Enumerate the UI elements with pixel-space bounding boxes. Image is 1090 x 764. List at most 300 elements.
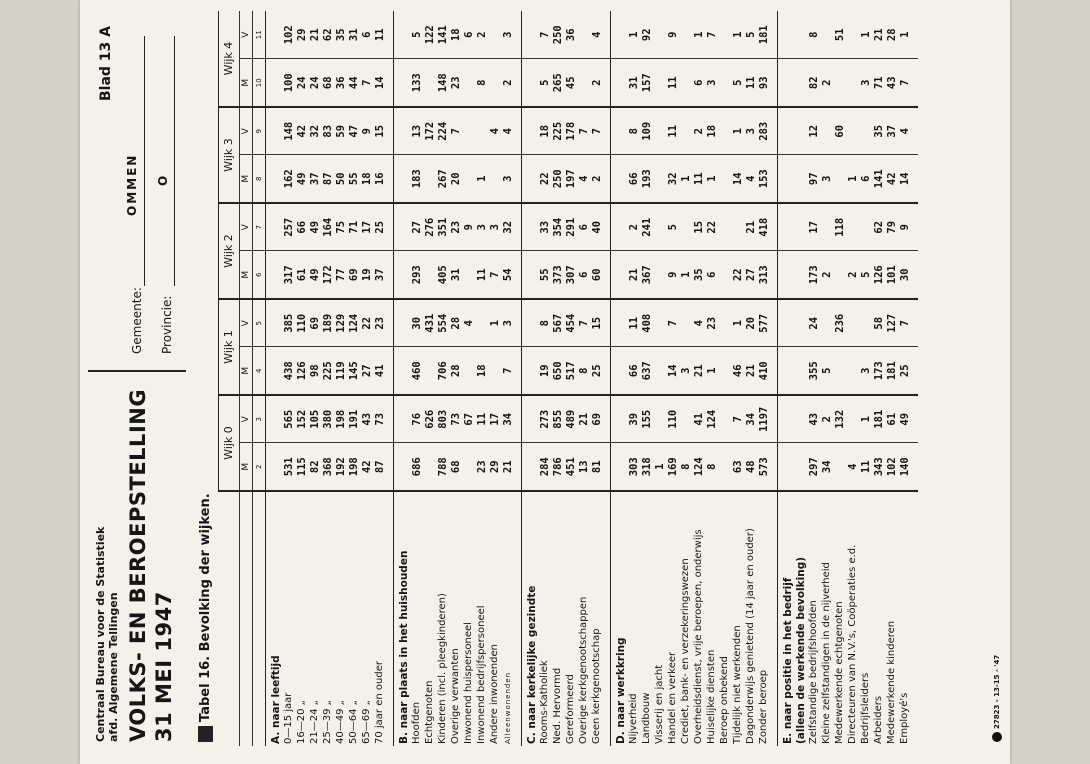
value-cell: 13 bbox=[410, 107, 423, 155]
value-cell: 3 bbox=[501, 155, 514, 203]
value-cell: 40 bbox=[590, 203, 603, 251]
value-cell: 93 bbox=[757, 59, 770, 107]
row-label: Zonder beroep bbox=[757, 669, 769, 744]
empty-cell bbox=[514, 107, 522, 155]
value-cell: 1 bbox=[679, 155, 692, 203]
value-cell: 460 bbox=[410, 347, 423, 395]
value-cell: 19 bbox=[360, 251, 373, 299]
value-cell: 24 bbox=[308, 59, 321, 107]
section-spacer bbox=[514, 11, 522, 746]
header-row-colnum bbox=[253, 11, 266, 746]
table-row bbox=[551, 11, 564, 746]
value-cell: 34 bbox=[744, 395, 757, 443]
empty-cell bbox=[394, 347, 411, 395]
section-title: B. naar plaats in het huishouden bbox=[394, 491, 411, 746]
value-cell: 3 bbox=[820, 155, 833, 203]
value-cell: 686 bbox=[410, 443, 423, 491]
value-cell: 82 bbox=[308, 443, 321, 491]
value-cell: 23 bbox=[705, 299, 718, 347]
value-cell: 15 bbox=[373, 107, 386, 155]
empty-cell bbox=[514, 11, 522, 59]
value-cell: 197 bbox=[564, 155, 577, 203]
value-cell: 431 bbox=[423, 299, 436, 347]
table-row bbox=[807, 11, 820, 746]
value-cell: 36 bbox=[334, 59, 347, 107]
row-label: Directeuren van N.V.'s, Coöperaties e.d. bbox=[846, 544, 858, 744]
value-cell: 8 bbox=[679, 443, 692, 491]
org-line-1: Centraal Bureau voor de Statistiek bbox=[94, 526, 107, 742]
value-cell: 1 bbox=[488, 299, 501, 347]
value-cell: 1 bbox=[705, 155, 718, 203]
value-cell: 313 bbox=[757, 251, 770, 299]
value-cell: 14 bbox=[666, 347, 679, 395]
empty-cell bbox=[778, 251, 795, 299]
value-cell: 164 bbox=[321, 203, 334, 251]
section-header bbox=[611, 11, 628, 746]
empty-cell bbox=[522, 203, 539, 251]
table-marker bbox=[198, 726, 213, 742]
value-cell: 109 bbox=[640, 107, 653, 155]
value-cell bbox=[718, 107, 731, 155]
value-cell: 276 bbox=[423, 203, 436, 251]
value-cell: 368 bbox=[321, 443, 334, 491]
table-row bbox=[627, 11, 640, 746]
value-cell: 4 bbox=[692, 299, 705, 347]
value-cell: 11 bbox=[627, 299, 640, 347]
value-cell: 66 bbox=[627, 347, 640, 395]
population-table-body bbox=[219, 11, 919, 746]
value-cell: 5 bbox=[410, 11, 423, 59]
value-cell: 6 bbox=[859, 155, 872, 203]
value-cell bbox=[488, 347, 501, 395]
value-cell: 24 bbox=[807, 299, 820, 347]
value-cell: 21 bbox=[627, 251, 640, 299]
value-cell: 172 bbox=[423, 107, 436, 155]
row-label: Zelfstandige bedrijfshoofden bbox=[807, 600, 819, 744]
header-blank bbox=[219, 491, 240, 746]
value-cell: 25 bbox=[590, 347, 603, 395]
row-label: Arbeiders bbox=[872, 695, 884, 744]
column-number: 5 bbox=[253, 299, 266, 347]
value-cell bbox=[718, 443, 731, 491]
empty-cell bbox=[386, 299, 394, 347]
value-cell: 1 bbox=[731, 11, 744, 59]
value-cell bbox=[462, 251, 475, 299]
empty-cell bbox=[770, 203, 778, 251]
empty-cell bbox=[266, 251, 283, 299]
value-cell: 11 bbox=[744, 59, 757, 107]
wijk-header: Wijk 3 bbox=[219, 107, 240, 203]
value-cell: 18 bbox=[449, 11, 462, 59]
value-cell: 7 bbox=[577, 299, 590, 347]
value-cell: 1 bbox=[653, 443, 666, 491]
empty-cell bbox=[911, 443, 918, 491]
value-cell: 115 bbox=[295, 443, 308, 491]
row-label: Dagonderwijs genietend (14 jaar en ouder) bbox=[744, 528, 756, 744]
header-divider bbox=[88, 370, 186, 372]
value-cell: 9 bbox=[666, 11, 679, 59]
value-cell bbox=[718, 251, 731, 299]
value-cell: 189 bbox=[321, 299, 334, 347]
value-cell bbox=[820, 11, 833, 59]
value-cell bbox=[859, 299, 872, 347]
empty-cell bbox=[611, 443, 628, 491]
value-cell: 25 bbox=[898, 347, 911, 395]
value-cell: 32 bbox=[666, 155, 679, 203]
row-label: Medewerkende echtgenoten bbox=[833, 601, 845, 744]
value-cell bbox=[846, 59, 859, 107]
row-label: 25—39 „ bbox=[321, 700, 333, 744]
value-cell: 2 bbox=[820, 251, 833, 299]
value-cell: 18 bbox=[538, 107, 551, 155]
value-cell: 49 bbox=[898, 395, 911, 443]
value-cell: 14 bbox=[898, 155, 911, 203]
table-row bbox=[436, 11, 449, 746]
value-cell bbox=[488, 155, 501, 203]
header-blank bbox=[240, 491, 253, 746]
table-row bbox=[538, 11, 551, 746]
value-cell: 7 bbox=[488, 251, 501, 299]
header-row-mv bbox=[240, 11, 253, 746]
table-row bbox=[859, 11, 872, 746]
value-cell: 22 bbox=[731, 251, 744, 299]
value-cell: 224 bbox=[436, 107, 449, 155]
value-cell: 1197 bbox=[757, 395, 770, 443]
wijk-header: Wijk 2 bbox=[219, 203, 240, 299]
value-cell bbox=[423, 251, 436, 299]
value-cell: 8 bbox=[627, 107, 640, 155]
value-cell: 2 bbox=[846, 251, 859, 299]
value-cell: 273 bbox=[538, 395, 551, 443]
value-cell: 48 bbox=[744, 443, 757, 491]
empty-cell bbox=[266, 59, 283, 107]
blad-number: Blad 13 A bbox=[98, 26, 114, 102]
row-label: Landbouw bbox=[640, 692, 652, 744]
value-cell: 297 bbox=[807, 443, 820, 491]
row-label: 0—15 jaar bbox=[282, 692, 294, 744]
table-row bbox=[692, 11, 705, 746]
empty-cell bbox=[522, 347, 539, 395]
value-cell bbox=[718, 155, 731, 203]
row-label: Medewerkende kinderen bbox=[885, 620, 897, 744]
value-cell: 408 bbox=[640, 299, 653, 347]
value-cell: 2 bbox=[692, 107, 705, 155]
value-cell: 373 bbox=[551, 251, 564, 299]
value-cell: 380 bbox=[321, 395, 334, 443]
value-cell: 8 bbox=[807, 11, 820, 59]
section-title: D. naar werkkring bbox=[611, 491, 628, 746]
value-cell: 192 bbox=[334, 443, 347, 491]
empty-cell bbox=[611, 203, 628, 251]
value-cell bbox=[718, 299, 731, 347]
section-header bbox=[778, 11, 795, 746]
value-cell: 19 bbox=[538, 347, 551, 395]
empty-cell bbox=[794, 395, 807, 443]
empty-cell bbox=[522, 395, 539, 443]
empty-cell bbox=[522, 299, 539, 347]
row-label: Andere inwonenden bbox=[488, 644, 500, 744]
press-logo-icon bbox=[992, 732, 1002, 742]
table-row bbox=[577, 11, 590, 746]
value-cell: 66 bbox=[295, 203, 308, 251]
table-row bbox=[282, 11, 295, 746]
value-cell: 4 bbox=[488, 107, 501, 155]
value-cell: 21 bbox=[308, 11, 321, 59]
value-cell: 172 bbox=[321, 251, 334, 299]
empty-cell bbox=[603, 299, 611, 347]
value-cell: 76 bbox=[410, 395, 423, 443]
empty-cell bbox=[611, 59, 628, 107]
value-cell: 706 bbox=[436, 347, 449, 395]
row-label: 40—49 „ bbox=[334, 700, 346, 744]
row-label: Nijverheid bbox=[627, 693, 639, 744]
row-label: Beroep onbekend bbox=[718, 656, 730, 744]
value-cell: 68 bbox=[449, 443, 462, 491]
value-cell: 18 bbox=[475, 347, 488, 395]
column-number: 3 bbox=[253, 395, 266, 443]
table-row bbox=[501, 11, 514, 746]
value-cell: 11 bbox=[475, 251, 488, 299]
empty-cell bbox=[386, 251, 394, 299]
empty-cell bbox=[770, 251, 778, 299]
value-cell: 3 bbox=[859, 347, 872, 395]
empty-cell bbox=[794, 443, 807, 491]
value-cell: 97 bbox=[807, 155, 820, 203]
value-cell: 7 bbox=[666, 299, 679, 347]
value-cell: 454 bbox=[564, 299, 577, 347]
value-cell: 119 bbox=[334, 347, 347, 395]
empty-cell bbox=[794, 299, 807, 347]
empty-cell bbox=[386, 107, 394, 155]
value-cell bbox=[718, 347, 731, 395]
section-spacer bbox=[386, 11, 394, 746]
empty-cell bbox=[770, 59, 778, 107]
value-cell: 267 bbox=[436, 155, 449, 203]
value-cell: 140 bbox=[898, 443, 911, 491]
value-cell: 32 bbox=[501, 203, 514, 251]
empty-cell bbox=[611, 347, 628, 395]
value-cell: 225 bbox=[551, 107, 564, 155]
empty-cell bbox=[611, 155, 628, 203]
value-cell: 5 bbox=[744, 11, 757, 59]
value-cell bbox=[462, 107, 475, 155]
value-cell bbox=[846, 203, 859, 251]
value-cell: 46 bbox=[731, 347, 744, 395]
empty-cell bbox=[603, 59, 611, 107]
empty-cell bbox=[266, 299, 283, 347]
value-cell: 34 bbox=[820, 443, 833, 491]
value-cell: 82 bbox=[807, 59, 820, 107]
value-cell: 8 bbox=[705, 443, 718, 491]
value-cell: 25 bbox=[373, 203, 386, 251]
value-cell: 16 bbox=[373, 155, 386, 203]
value-cell bbox=[833, 155, 846, 203]
section-spacer bbox=[770, 11, 778, 746]
value-cell bbox=[653, 107, 666, 155]
empty-cell bbox=[603, 251, 611, 299]
value-cell bbox=[475, 107, 488, 155]
value-cell: 77 bbox=[334, 251, 347, 299]
value-cell bbox=[718, 395, 731, 443]
empty-cell bbox=[522, 11, 539, 59]
value-cell: 27 bbox=[410, 203, 423, 251]
value-cell: 355 bbox=[807, 347, 820, 395]
value-cell: 13 bbox=[577, 443, 590, 491]
value-cell bbox=[820, 107, 833, 155]
footer-code: 27823 - 13-15 - '47 bbox=[992, 655, 1002, 742]
value-cell: 141 bbox=[872, 155, 885, 203]
value-cell: 27 bbox=[360, 347, 373, 395]
value-cell: 42 bbox=[360, 443, 373, 491]
empty-cell bbox=[770, 299, 778, 347]
value-cell: 3 bbox=[475, 203, 488, 251]
value-cell bbox=[820, 203, 833, 251]
provincie-value: O bbox=[156, 173, 170, 186]
row-label: 70 jaar en ouder bbox=[373, 661, 385, 744]
table-row bbox=[373, 11, 386, 746]
value-cell: 58 bbox=[872, 299, 885, 347]
value-cell: 37 bbox=[373, 251, 386, 299]
section-header bbox=[394, 11, 411, 746]
value-cell: 1 bbox=[627, 11, 640, 59]
value-cell: 4 bbox=[898, 107, 911, 155]
value-cell bbox=[846, 107, 859, 155]
value-cell: 155 bbox=[640, 395, 653, 443]
section-header bbox=[522, 11, 539, 746]
empty-cell bbox=[611, 11, 628, 59]
value-cell: 49 bbox=[308, 251, 321, 299]
empty-cell bbox=[394, 59, 411, 107]
value-cell bbox=[423, 347, 436, 395]
value-cell: 30 bbox=[898, 251, 911, 299]
gemeente-value: OMMEN bbox=[125, 153, 139, 216]
value-cell: 15 bbox=[590, 299, 603, 347]
value-cell: 250 bbox=[551, 155, 564, 203]
value-cell: 118 bbox=[833, 203, 846, 251]
empty-cell bbox=[778, 203, 795, 251]
value-cell: 145 bbox=[347, 347, 360, 395]
column-number: 7 bbox=[253, 203, 266, 251]
value-cell: 198 bbox=[334, 395, 347, 443]
value-cell: 2 bbox=[590, 155, 603, 203]
value-cell: 4 bbox=[846, 443, 859, 491]
row-label: Overige verwanten bbox=[449, 648, 461, 744]
empty-cell bbox=[266, 11, 283, 59]
value-cell: 28 bbox=[449, 299, 462, 347]
value-cell: 37 bbox=[885, 107, 898, 155]
header-colnum-blank bbox=[253, 491, 266, 746]
empty-cell bbox=[778, 443, 795, 491]
value-cell: 307 bbox=[564, 251, 577, 299]
value-cell: 181 bbox=[872, 395, 885, 443]
value-cell: 565 bbox=[282, 395, 295, 443]
value-cell: 626 bbox=[423, 395, 436, 443]
value-cell: 410 bbox=[757, 347, 770, 395]
value-cell: 69 bbox=[347, 251, 360, 299]
value-cell bbox=[653, 11, 666, 59]
empty-cell bbox=[386, 59, 394, 107]
value-cell: 73 bbox=[449, 395, 462, 443]
table-row bbox=[334, 11, 347, 746]
empty-cell bbox=[911, 107, 918, 155]
value-cell bbox=[718, 59, 731, 107]
table-row bbox=[321, 11, 334, 746]
value-cell: 20 bbox=[744, 299, 757, 347]
value-cell: 60 bbox=[833, 107, 846, 155]
table-row bbox=[666, 11, 679, 746]
value-cell: 7 bbox=[538, 11, 551, 59]
value-cell: 23 bbox=[475, 443, 488, 491]
value-cell: 1 bbox=[898, 11, 911, 59]
value-cell: 148 bbox=[436, 59, 449, 107]
value-cell: 152 bbox=[295, 395, 308, 443]
empty-cell bbox=[778, 347, 795, 395]
value-cell bbox=[653, 155, 666, 203]
value-cell: 75 bbox=[334, 203, 347, 251]
empty-cell bbox=[770, 107, 778, 155]
empty-cell bbox=[394, 11, 411, 59]
value-cell: 98 bbox=[308, 347, 321, 395]
value-cell: 8 bbox=[577, 347, 590, 395]
section-subheader bbox=[794, 11, 807, 746]
value-cell: 126 bbox=[872, 251, 885, 299]
empty-cell bbox=[611, 251, 628, 299]
value-cell: 36 bbox=[564, 11, 577, 59]
row-label: Geen kerkgenootschap bbox=[590, 628, 602, 744]
value-cell: 18 bbox=[360, 155, 373, 203]
section-title: E. naar positie in het bedrijf bbox=[778, 491, 795, 746]
value-cell: 9 bbox=[898, 203, 911, 251]
table-row bbox=[423, 11, 436, 746]
value-cell: 8 bbox=[538, 299, 551, 347]
table-row bbox=[872, 11, 885, 746]
value-cell bbox=[679, 203, 692, 251]
value-cell: 573 bbox=[757, 443, 770, 491]
value-cell: 11 bbox=[692, 155, 705, 203]
empty-cell bbox=[514, 395, 522, 443]
value-cell: 367 bbox=[640, 251, 653, 299]
value-cell bbox=[731, 203, 744, 251]
v-header: V bbox=[240, 395, 253, 443]
value-cell: 21 bbox=[692, 347, 705, 395]
value-cell: 87 bbox=[373, 443, 386, 491]
value-cell bbox=[462, 59, 475, 107]
value-cell: 318 bbox=[640, 443, 653, 491]
empty-cell bbox=[911, 203, 918, 251]
value-cell: 23 bbox=[449, 203, 462, 251]
row-label: Handel en verkeer bbox=[666, 651, 678, 744]
empty-cell bbox=[603, 155, 611, 203]
value-cell: 11 bbox=[666, 107, 679, 155]
value-cell: 71 bbox=[872, 59, 885, 107]
value-cell: 24 bbox=[295, 59, 308, 107]
value-cell: 6 bbox=[360, 11, 373, 59]
empty-cell bbox=[911, 11, 918, 59]
value-cell: 3 bbox=[501, 11, 514, 59]
row-label: Echtgenoten bbox=[423, 680, 435, 744]
empty-cell bbox=[794, 251, 807, 299]
column-number: 9 bbox=[253, 107, 266, 155]
value-cell bbox=[846, 347, 859, 395]
value-cell: 101 bbox=[885, 251, 898, 299]
empty-cell bbox=[394, 107, 411, 155]
value-cell: 418 bbox=[757, 203, 770, 251]
value-cell: 31 bbox=[347, 11, 360, 59]
value-cell: 49 bbox=[295, 155, 308, 203]
value-cell bbox=[423, 59, 436, 107]
value-cell: 4 bbox=[577, 155, 590, 203]
value-cell: 54 bbox=[501, 251, 514, 299]
